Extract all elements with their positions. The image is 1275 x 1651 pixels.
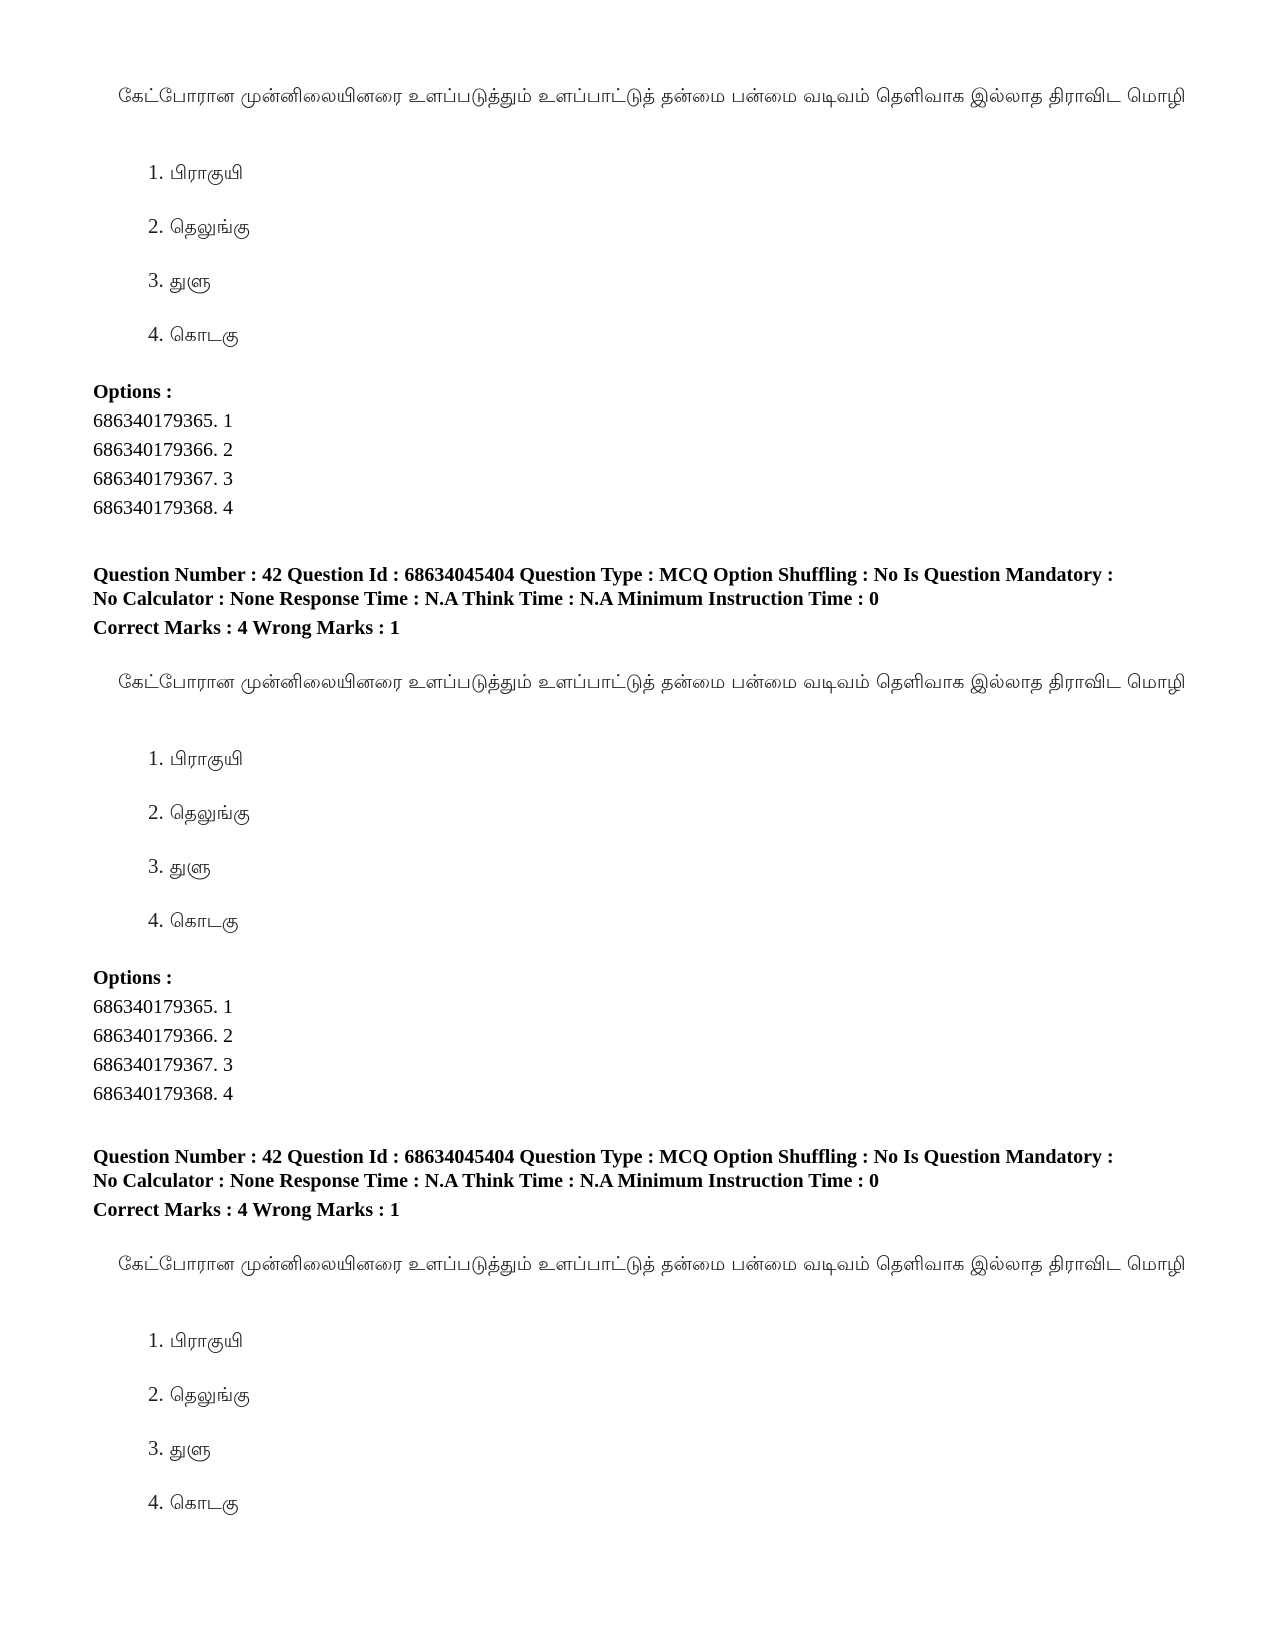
choice-number: 4. [148,908,164,932]
choice-text: துளு [169,1438,211,1460]
choice-text: பிராகுயி [169,162,244,184]
choice-item [148,214,250,239]
choice-text: துளு [169,856,211,878]
question-meta-line-1: Question Number : 42 Question Id : 68634045404 Question Type : MCQ Option Shuffling : No Is Question Mandatory : [93,564,1114,586]
choice-item [148,160,243,185]
question-text: கேட்போரான முன்னிலையினரை உளப்படுத்தும் உளப்பாட்டுத் தன்மை பன்மை வடிவம் தெளிவாக இல்லாத திராவிட மொழி [118,671,1186,693]
choice-item [148,1382,250,1407]
choice-item [148,746,243,771]
option-id-row: 686340179367. 3 [93,468,233,490]
option-id-row: 686340179366. 2 [93,439,233,461]
question-marks: Correct Marks : 4 Wrong Marks : 1 [93,1199,400,1221]
choice-text: தெலுங்கு [169,216,250,238]
choice-number: 1. [148,1328,164,1352]
choice-number: 3. [148,268,164,292]
choice-item [148,908,239,933]
question-marks: Correct Marks : 4 Wrong Marks : 1 [93,617,400,639]
option-id-row: 686340179368. 4 [93,1083,233,1105]
choice-number: 4. [148,322,164,346]
choice-text: கொடகு [169,324,239,346]
choice-text: தெலுங்கு [169,802,250,824]
choice-item [148,854,211,879]
choice-text: கொடகு [169,910,239,932]
option-id-row: 686340179368. 4 [93,497,233,519]
choice-text: தெலுங்கு [169,1384,250,1406]
choice-number: 2. [148,214,164,238]
choice-number: 3. [148,854,164,878]
choice-item [148,322,239,347]
choice-item [148,1490,239,1515]
question-meta-line-1: Question Number : 42 Question Id : 68634045404 Question Type : MCQ Option Shuffling : No Is Question Mandatory : [93,1146,1114,1168]
choice-text: துளு [169,270,211,292]
choice-text: கொடகு [169,1492,239,1514]
choice-item [148,800,250,825]
question-text: கேட்போரான முன்னிலையினரை உளப்படுத்தும் உளப்பாட்டுத் தன்மை பன்மை வடிவம் தெளிவாக இல்லாத திராவிட மொழி [118,85,1186,107]
options-heading: Options : [93,381,173,403]
choice-number: 4. [148,1490,164,1514]
choice-text: பிராகுயி [169,748,244,770]
choice-number: 1. [148,746,164,770]
choice-number: 2. [148,800,164,824]
option-id-row: 686340179367. 3 [93,1054,233,1076]
choice-item [148,1328,243,1353]
question-text: கேட்போரான முன்னிலையினரை உளப்படுத்தும் உளப்பாட்டுத் தன்மை பன்மை வடிவம் தெளிவாக இல்லாத திராவிட மொழி [118,1253,1186,1275]
choice-number: 1. [148,160,164,184]
option-id-row: 686340179366. 2 [93,1025,233,1047]
choice-number: 2. [148,1382,164,1406]
options-heading: Options : [93,967,173,989]
choice-number: 3. [148,1436,164,1460]
choice-item [148,1436,211,1461]
question-meta-line-2: No Calculator : None Response Time : N.A Think Time : N.A Minimum Instruction Time : 0 [93,1170,879,1192]
question-meta-line-2: No Calculator : None Response Time : N.A Think Time : N.A Minimum Instruction Time : 0 [93,588,879,610]
choice-item [148,268,211,293]
choice-text: பிராகுயி [169,1330,244,1352]
option-id-row: 686340179365. 1 [93,996,233,1018]
option-id-row: 686340179365. 1 [93,410,233,432]
